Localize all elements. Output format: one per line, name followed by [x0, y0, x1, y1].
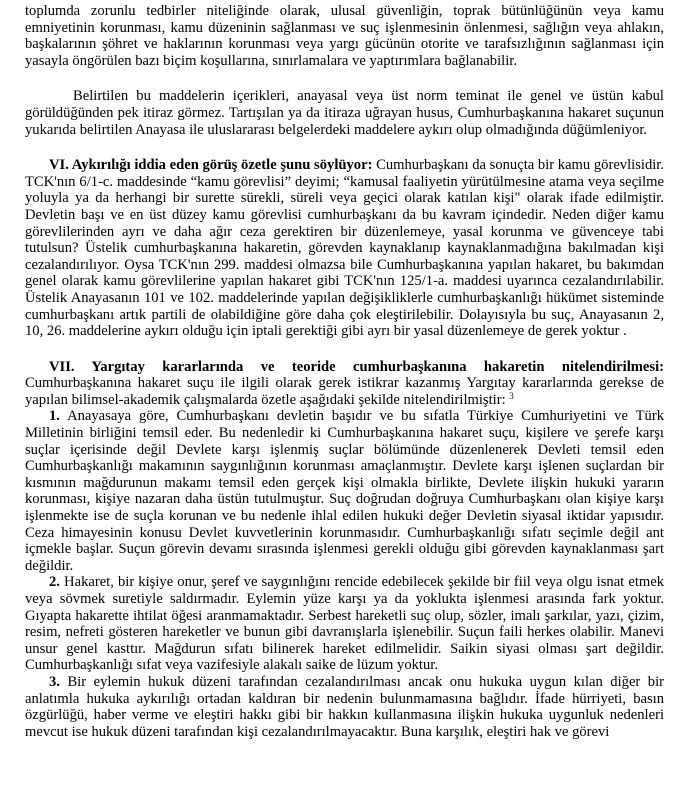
paragraph-dispute-point: Belirtilen bu maddelerin içerikleri, anayasal veya üst norm teminat ile genel ve üstün kabul görüldüğünden pek itiraz görmez. Tartışılan ya da itiraza uğrayan husus, Cumhurbaşkanına hakaret suçunun yukarıda belirtilen Anayasa ile uluslararası belgelerdeki maddelere aykırı olup olmadığında düğümleniyor.: [25, 88, 664, 138]
section-vi-body: Cumhurbaşkanı da sonuçta bir kamu görevlisidir. TCK'nın 6/1-c. maddesinde “kamu görevlisi” deyimi; “kamusal faaliyetin yürütülmesine atama veya seçilme yoluyla ya da herhangi bir surette sürekli, süreli veya geçici olarak katılan kişi" olarak ifade edilmiştir. Devletin başı ve en üst düzey kamu görevlisi cumhurbaşkanı da bu kavram içindedir. Neden diğer kamu görevlilerinden ayrı ve daha ağır ceza gerektiren bir düzenlemeye, yasal korunma ve güvenceye tabi tutulsun? Üstelik cumhurbaşkanına hakaretin, görevden kaynaklanıp kaynaklanmadığına bakılmadan kişi cezalandırılıyor. Oysa TCK'nın 299. maddesi olmazsa bile Cumhurbaşkanına yapılan hakaret, bu bakımdan genel olarak kamu görevlilerine yapılan hakaret gibi TCK'nın 125/1-a. maddesi uyarınca cezalandırılabilir. Üstelik Anayasanın 101 ve 102. maddelerinde yapılan değişikliklerle cumhurbaşkanlığı hükümet sisteminde cumhurbaşkanı artık partili de olabildiğine göre daha çok eleştirilebilir. Dolayısıyla bu suç, Anayasanın 2, 10, 26. maddelerine aykırı olduğu için iptali gerektiği gibi ayrı bir yasal düzenlemeye de gerek yoktur .: [25, 157, 665, 340]
document-page: [25, 3, 664, 740]
section-vii-heading: VII. Yargıtay kararlarında ve teoride cumhurbaşkanına hakaretin nitelendirilmesi:: [49, 358, 664, 375]
list-item-number: 1.: [49, 408, 60, 425]
list-item-1: [25, 408, 664, 574]
list-item-3: [25, 674, 664, 740]
list-item-text: Bir eylemin hukuk düzeni tarafından cezalandırılması ancak onu hukuka uygun kılan diğer bir anlatımla hukuka aykırılığı ortadan kaldıran bir nedenin bulunmamasına bağlıdır. İfade hürriyeti, basın özgürlüğü, haber verme ve eleştiri hakkı gibi bir hakkın kullanmasına ilişkin hukuka uygunluk nedenleri mevcut ise hukuk düzeni tarafından kişi cezalandırılmayacaktır. Buna karşılık, eleştiri hak ve görevi: [25, 673, 664, 740]
list-item-number: 3.: [49, 673, 60, 690]
list-item-number: 2.: [49, 574, 60, 591]
section-vi-heading: VI. Aykırılığı iddia eden görüş özetle şunu söylüyor:: [49, 157, 373, 174]
list-item-text: Anayasaya göre, Cumhurbaşkanı devletin başıdır ve bu sıfatla Türkiye Cumhuriyetini ve Türk Milletinin birliğini temsil eder. Bu nedenledir ki Cumhurbaşkanına hakaret suçu, kişilere ve şerefe karşı suçlar içerisinde değil Devlete karşı işlenmiş suçlar bölümünde düzenlenerek Devleti temsil eden Cumhurbaşkanlığı makamının saygınlığının korunması amaçlanmıştır. Devlete karşı işlenen suçlardan bir kısmının mağdurunun makamı temsil eden gerçek kişi olmakla birlikte, Devlete ilişkin hukuki yararın korunması, kişiye nazaran daha üstün tutulmuştur. Suç doğrudan doğruya Cumhurbaşkanı olan kişiye karşı işlenmekte ise de suçla korunan ve bu nedenle ihlal edilen hukuki değer Devletin siyasal iktidar yapısıdır. Ceza himayesinin konusu Devlet kuvvetlerinin korunmasıdır. Cumhurbaşkanlığı sıfatı seçimle değil ant içmekle başlar. Suçun görevin devamı sırasında işlenmesi gerekli olduğu gibi görevden kaynaklanması şart değildir.: [25, 408, 664, 574]
footnote-reference[interactable]: 3: [509, 390, 514, 401]
list-item-text: Hakaret, bir kişiye onur, şeref ve saygınlığını rencide edebilecek şekilde bir fiil veya olgu isnat etmek veya sövmek suretiyle saldırmadır. Eylemin yüze karşı ya da yoklukta işlenmesi arasında fark yoktur. Gıyapta hakarette ihtilat öğesi aranmamaktadır. Serbest hareketli suç olup, sözler, imalı şarkılar, yazı, çizim, resim, nefreti gösteren hareketler ve bunun gibi davranışlarla işlenebilir. Suçun faili herkes olabilir. Manevi unsur genel kasttır. Mağdurun sıfatı bilinerek hareket edilmelidir. Saikin siyasi olması şart değildir. Cumhurbaşkanlığı sıfat veya vazifesiyle alakalı saike de lüzum yoktur.: [25, 574, 664, 674]
section-vi-paragraph: [25, 157, 664, 340]
section-vii-body: Cumhurbaşkanına hakaret suçu ile ilgili olarak gerek istikrar kazanmış Yargıtay kararlarında gerekse de yapılan bilimsel-akademik çalışmalarda özetle aşağıdaki şekilde nitelendirilmiştir:: [25, 375, 664, 408]
list-item-2: [25, 574, 664, 674]
section-vii-paragraph: [25, 359, 664, 409]
paragraph-intro-continuation: toplumda zorunlu tedbirler niteliğinde olarak, ulusal güvenliğin, toprak bütünlüğünün veya kamu emniyetinin korunması, kamu düzeninin sağlanması ve suç işlenmesinin önlenmesi, sağlığın veya ahlakın, başkalarının şöhret ve haklarının korunması veya yargı gücünün otorite ve tarafsızlığının sağlanması için yasayla öngörülen bazı biçim koşullarına, sınırlamalara ve yaptırımlara bağlanabilir.: [25, 3, 664, 69]
